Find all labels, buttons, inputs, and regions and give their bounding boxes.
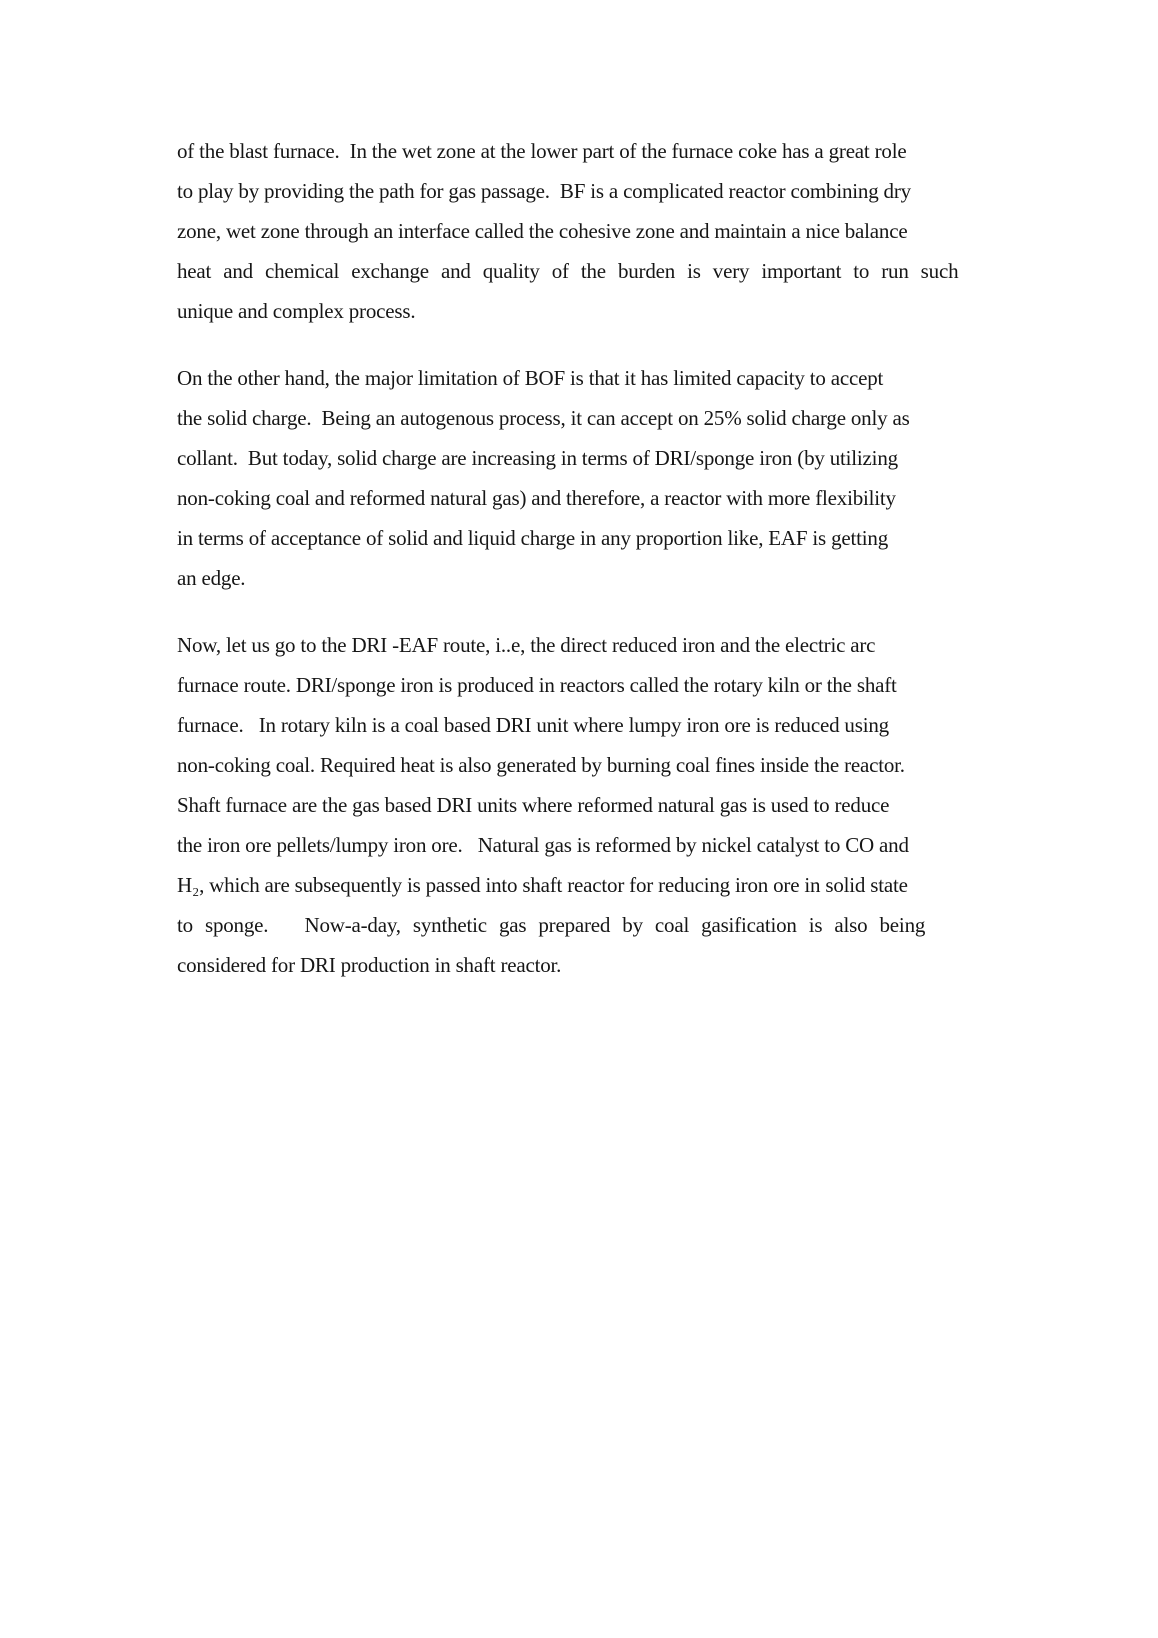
text-line: On the other hand, the major limitation of BOF is that it has limited capacity to accept [177,366,884,390]
text-line: collant. But today, solid charge are increasing in terms of DRI/sponge iron (by utilizing [177,446,898,470]
text-block [177,131,1057,1012]
text-line: to play by providing the path for gas passage. BF is a complicated reactor combining dry [177,179,911,203]
text-line: non-coking coal and reformed natural gas) and therefore, a reactor with more flexibility [177,486,896,510]
text-line: zone, wet zone through an interface called the cohesive zone and maintain a nice balance [177,219,908,243]
text-line: the solid charge. Being an autogenous process, it can accept on 25% solid charge only as [177,406,910,430]
text-line: the iron ore pellets/lumpy iron ore. Natural gas is reformed by nickel catalyst to CO and [177,833,909,857]
text-line: H₂, which are subsequently is passed into shaft reactor for reducing iron ore in solid state [177,873,908,897]
text-line: heat and chemical exchange and quality of the burden is very important to run such [177,259,959,283]
text-line: Shaft furnace are the gas based DRI units where reformed natural gas is used to reduce [177,793,890,817]
paragraph [177,131,1057,331]
text-line: in terms of acceptance of solid and liquid charge in any proportion like, EAF is getting [177,526,889,550]
text-line: Now, let us go to the DRI -EAF route, i..e, the direct reduced iron and the electric arc [177,633,876,657]
text-line: furnace. In rotary kiln is a coal based DRI unit where lumpy iron ore is reduced using [177,713,889,737]
text-line: considered for DRI production in shaft reactor. [177,953,562,977]
paragraph [177,625,1057,985]
text-line: unique and complex process. [177,299,416,323]
text-line: non-coking coal. Required heat is also generated by burning coal fines inside the reactor. [177,753,905,777]
text-line: an edge. [177,566,246,590]
text-line: furnace route. DRI/sponge iron is produced in reactors called the rotary kiln or the shaft [177,673,897,697]
paragraph [177,358,1057,598]
text-line: of the blast furnace. In the wet zone at the lower part of the furnace coke has a great role [177,139,907,163]
text-line: to sponge. Now-a-day, synthetic gas prepared by coal gasification is also being [177,913,926,937]
